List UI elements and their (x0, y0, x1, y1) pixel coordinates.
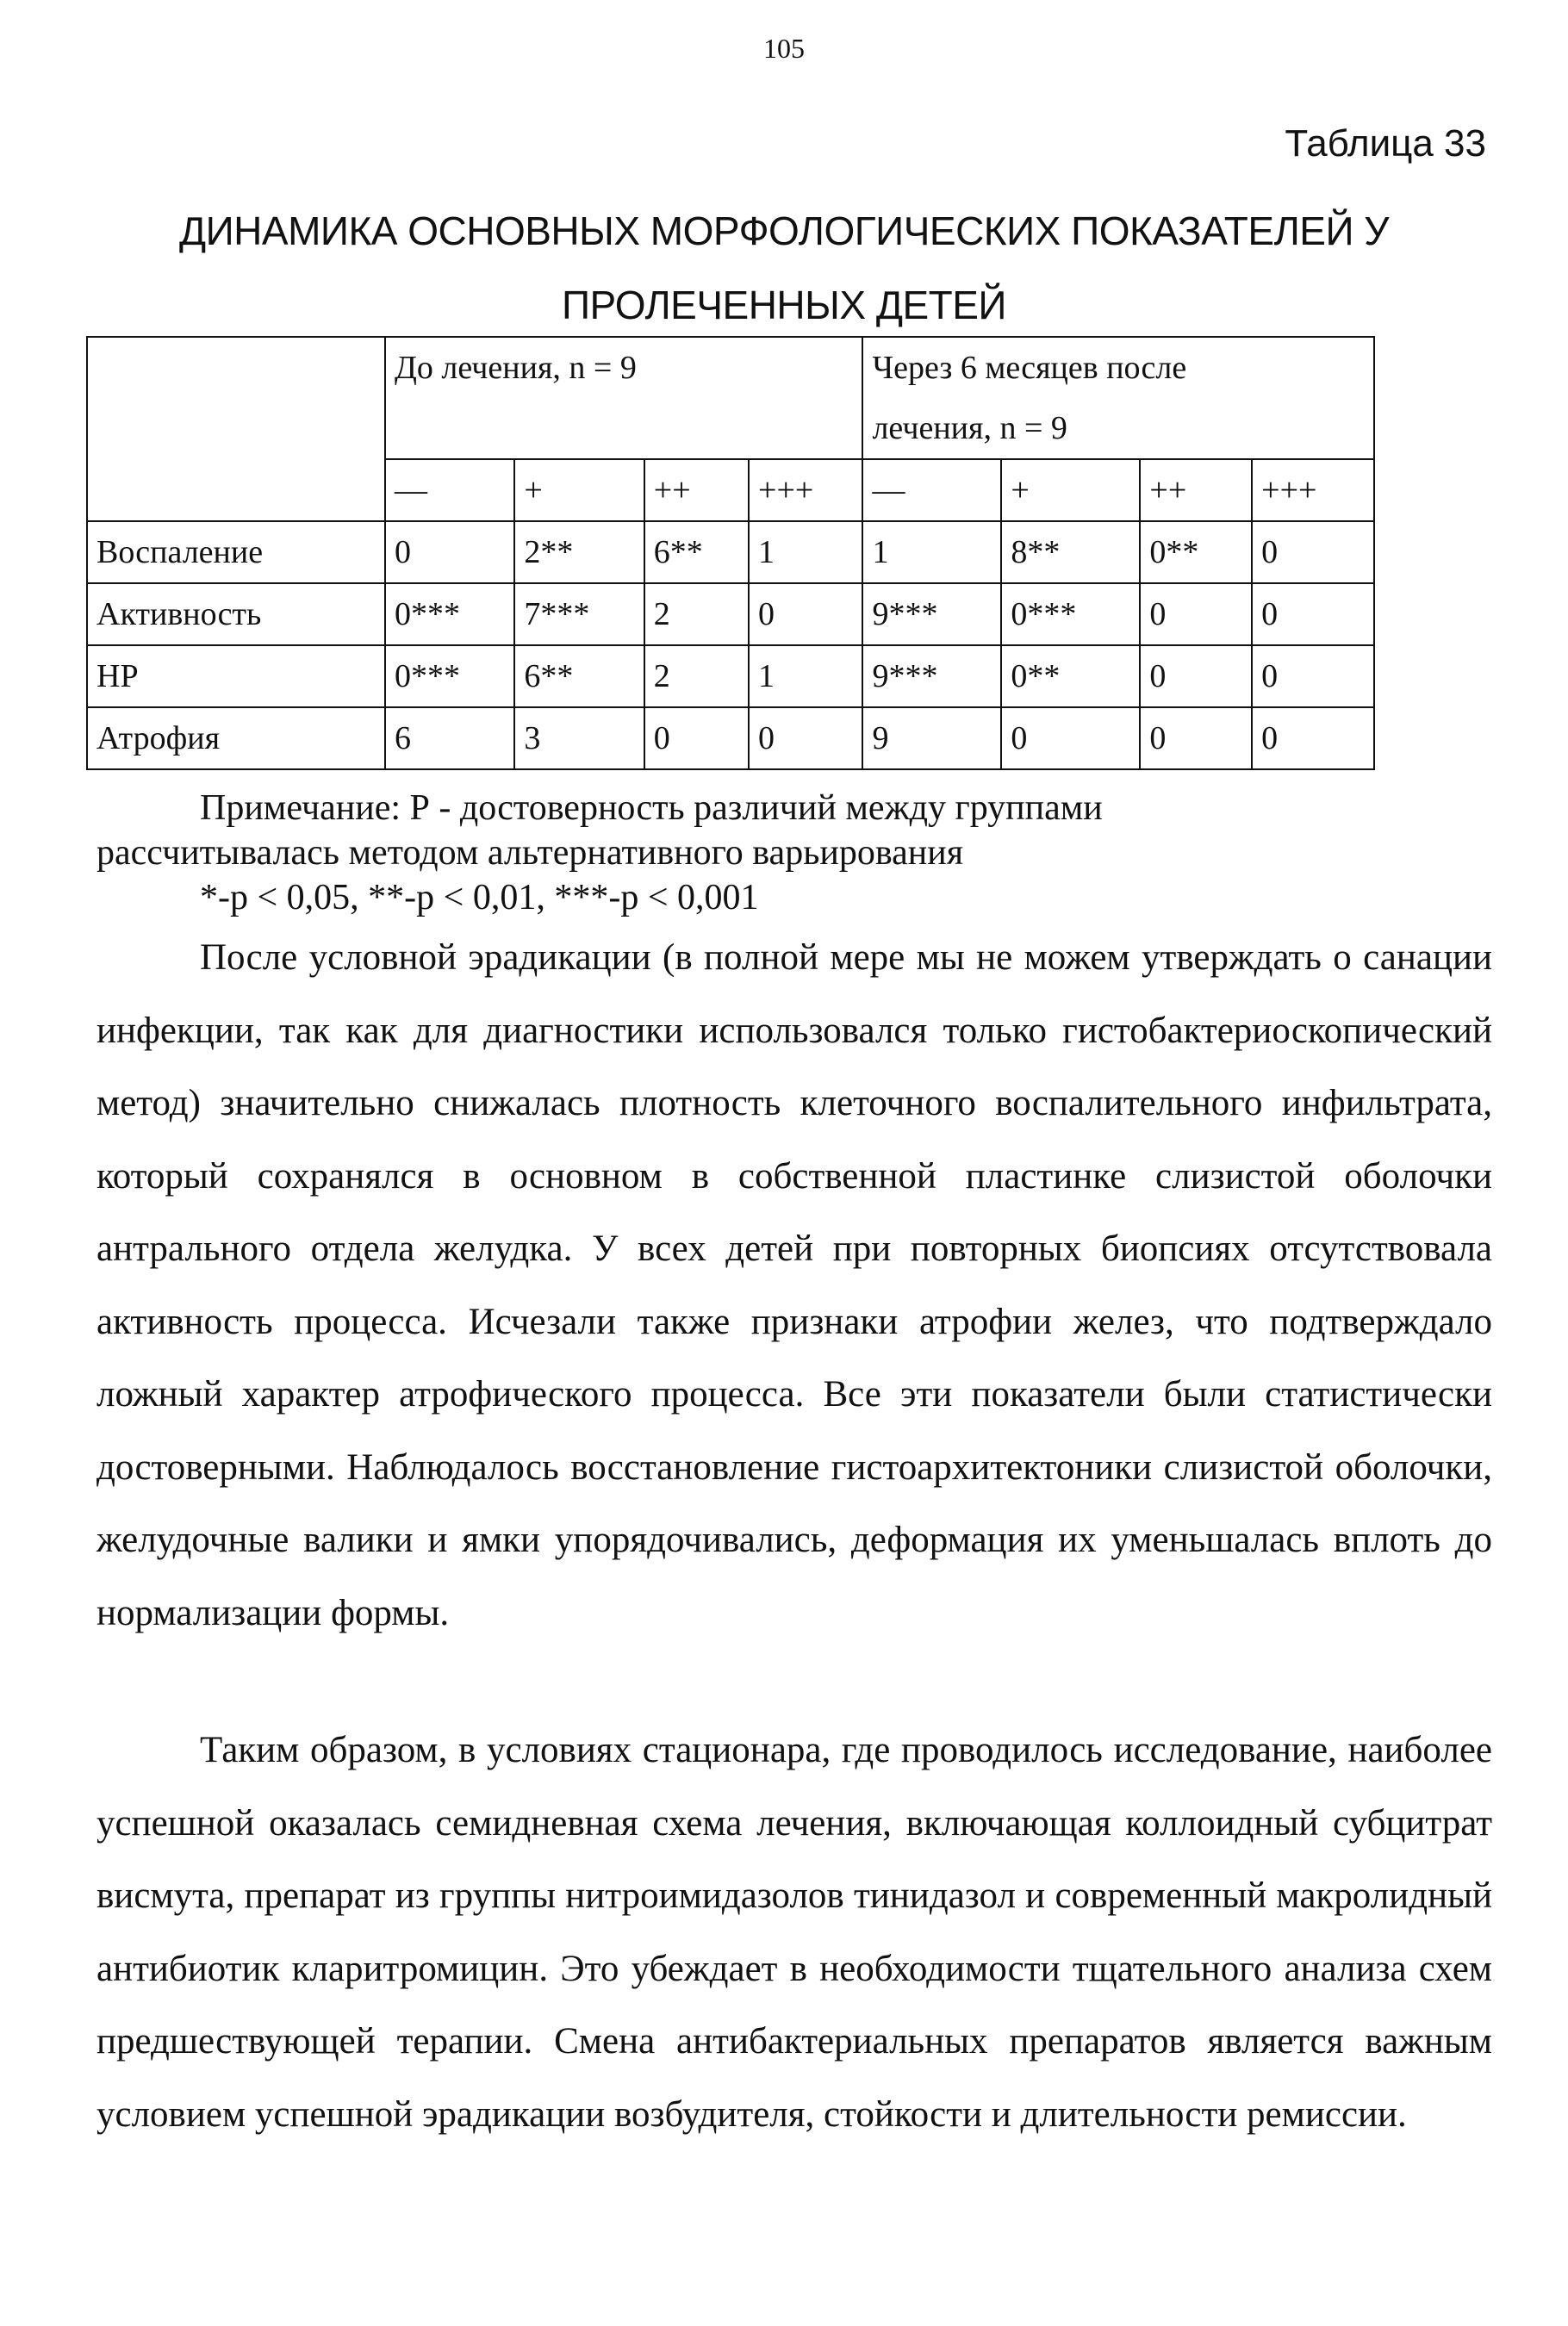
subheader-cell: +++ (749, 459, 862, 521)
subheader-cell: + (514, 459, 644, 521)
table-cell: 0** (1001, 645, 1140, 707)
header-before-line-1: До лечения, n = 9 (395, 350, 637, 386)
table-cell: 1 (749, 521, 862, 583)
table-cell: 0 (749, 707, 862, 769)
page-number: 105 (763, 33, 805, 64)
table-cell: 0 (1252, 707, 1374, 769)
table-cell: 0 (1252, 645, 1374, 707)
table-cell: 9*** (862, 583, 1001, 645)
table-cell: 6** (644, 521, 749, 583)
table-cell: 0** (1140, 521, 1252, 583)
table-cell: 2** (514, 521, 644, 583)
table-cell: 0 (1140, 645, 1252, 707)
header-after-line-1: Через 6 месяцев после (872, 350, 1187, 386)
table-cell: 0 (1252, 521, 1374, 583)
table-cell: 0*** (1001, 583, 1140, 645)
table-cell: 0*** (385, 583, 514, 645)
morphology-table (86, 336, 1375, 770)
header-after-line-2: лечения, n = 9 (872, 410, 1067, 446)
table-cell: 6** (514, 645, 644, 707)
table-cell: 0 (1140, 583, 1252, 645)
table-cell: 7*** (514, 583, 644, 645)
table-cell: 0 (1001, 707, 1140, 769)
table-note (96, 786, 1492, 920)
table-corner-cell (87, 337, 385, 521)
table-cell: 9 (862, 707, 1001, 769)
note-line-1: Примечание: Р - достоверность различий между группами (200, 788, 1103, 828)
table-header-row (87, 337, 1374, 459)
table-row (87, 645, 1374, 707)
subheader-cell: ++ (1140, 459, 1252, 521)
subheader-cell: — (385, 459, 514, 521)
header-before-treatment (385, 337, 862, 459)
header-after-treatment (862, 337, 1374, 459)
note-line-2: рассчитывалась методом альтернативного варьирования (96, 833, 964, 873)
table-cell: 0 (1140, 707, 1252, 769)
row-label: НР (87, 645, 385, 707)
title-line-2: ПРОЛЕЧЕННЫХ ДЕТЕЙ (561, 283, 1006, 327)
title-line-1: ДИНАМИКА ОСНОВНЫХ МОРФОЛОГИЧЕСКИХ ПОКАЗАТЕЛЕЙ У (178, 208, 1390, 253)
table-cell: 0 (749, 583, 862, 645)
table-cell: 8** (1001, 521, 1140, 583)
subheader-cell: ++ (644, 459, 749, 521)
subheader-cell: + (1001, 459, 1140, 521)
table-cell: 2 (644, 645, 749, 707)
table-cell: 1 (749, 645, 862, 707)
table-cell: 1 (862, 521, 1001, 583)
table-cell: 0*** (385, 645, 514, 707)
subheader-cell: — (862, 459, 1001, 521)
paragraph-1: После условной эрадикации (в полной мере мы не можем утверждать о санации инфекции, так как для диагностики использовался только гистобактериоскопический метод) значительно снижалась плотность клеточного воспалительного инфильтрата, который сохранялся в основном в собственной пластинке слизистой оболочки антрального отдела желудка. У всех детей при повторных биопсиях отсутствовала активность процесса. Исчезали также признаки атрофии желез, что подтверждало ложный характер атрофического процесса. Все эти показатели были статистически достоверными. Наблюдалось восстановление гистоархитектоники слизистой оболочки, желудочные валики и ямки упорядочивались, деформация их уменьшалась вплоть до нормализации формы. (96, 937, 1492, 1633)
table-row (87, 707, 1374, 769)
table-cell: 2 (644, 583, 749, 645)
row-label: Атрофия (87, 707, 385, 769)
table-label: Таблица 33 (1285, 122, 1486, 165)
paragraph-2: Таким образом, в условиях стационара, где проводилось исследование, наиболее успешной оказалась семидневная схема лечения, включающая коллоидный субцитрат висмута, препарат из группы нитроимидазолов тинидазол и современный макролидный антибиотик кларитромицин. Это убеждает в необходимости тщательного анализа схем предшествующей терапии. Смена антибактериальных препаратов является важным условием успешной эрадикации возбудителя, стойкости и длительности ремиссии. (96, 1730, 1492, 2135)
table-row (87, 521, 1374, 583)
note-line-3: *-р < 0,05, **-р < 0,01, ***-р < 0,001 (200, 878, 759, 917)
table-cell: 6 (385, 707, 514, 769)
table-cell: 0 (644, 707, 749, 769)
table-cell: 0 (385, 521, 514, 583)
document-title (0, 194, 1568, 342)
table-row (87, 583, 1374, 645)
table-cell: 9*** (862, 645, 1001, 707)
row-label: Воспаление (87, 521, 385, 583)
table-cell: 3 (514, 707, 644, 769)
table-cell: 0 (1252, 583, 1374, 645)
row-label: Активность (87, 583, 385, 645)
subheader-cell: +++ (1252, 459, 1374, 521)
